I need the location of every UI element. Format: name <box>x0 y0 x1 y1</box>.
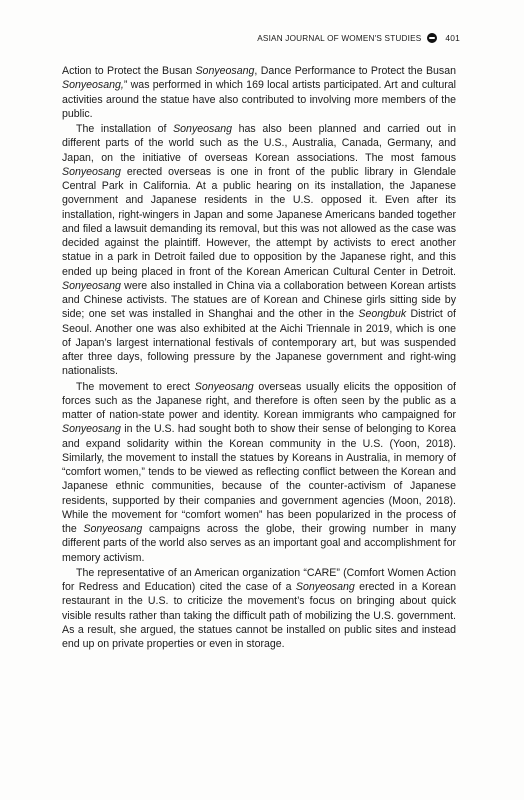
text-run: Action to Protect the Busan <box>62 65 196 77</box>
text-run: in the U.S. had sought both to show their sense of belonging to Korea and expand solidarity within the Korean community in the U.S. (Yoon, 2018). Similarly, the movement to install the statues by Koreans in Australia, in memory of “comfort women,” tends to be viewed as reflecting conflict between the Korean and Japanese ethnic communities, because of the counter-activism of Japanese residents, supported by their companies and government agencies (Moon, 2018). While the movement for “comfort women” has been popularized in the process of the <box>62 423 456 535</box>
italic-term: Sonyeosang <box>173 123 232 135</box>
text-run: District of Seoul. Another one was also exhibited at the Aichi Triennale in 2019, which is one of Japan’s largest international festivals of contemporary art, but was suspended after three days, following pressure by the Japanese government and right-wing nationalists. <box>62 308 457 378</box>
text-run: erected in a Korean restaurant in the U.S. to criticize the movement’s focus on bringing about quick visible results rather than taking the difficult path of mobilizing the U.S. government. As a result, she argued, the statues cannot be installed on public sites and instead end up on private properties or even in storage. <box>62 581 456 650</box>
paragraph-3 <box>62 380 456 565</box>
italic-term: Sonyeosang <box>83 523 143 535</box>
italic-term: Sonyeosang <box>62 165 121 178</box>
paragraph-4 <box>62 566 456 652</box>
text-run: erected overseas is one in front of the public library in Glendale Central Park in California. At a public hearing on its installation, the Japanese government and Japanese residents in the U.S. opposed it. Even after its installation, right-wingers in Japan and some Japanese Americans banded together and filed a lawsuit demanding its removal, but this was not allowed as the case was decided against the plaintiff. However, the attempt by activists to erect another statue in a park in Detroit failed due to opposition by the Japanese right, and this ended up being placed in front of the Korean American Cultural Center in Detroit. <box>62 165 456 278</box>
italic-term: Sonyeosang, <box>62 79 124 92</box>
publisher-logo-icon <box>427 33 437 43</box>
page-number: 401 <box>445 33 460 43</box>
paragraph-2 <box>62 122 456 379</box>
article-body <box>62 64 456 651</box>
italic-term: Sonyeosang <box>295 581 355 593</box>
paragraph-1 <box>62 64 456 121</box>
running-header <box>257 33 460 43</box>
journal-title: ASIAN JOURNAL OF WOMEN'S STUDIES <box>257 33 422 43</box>
italic-term: Sonyeosang <box>195 65 255 77</box>
text-run: The installation of <box>76 123 174 135</box>
text-run: has also been planned and carried out in different parts of the world such as the U.S., Australia, Canada, Germany, and Japan, on the initiative of overseas Korean associations. The most famous <box>62 123 456 164</box>
italic-term: Sonyeosang <box>62 279 121 292</box>
text-run: The representative of an American organization “CARE” (Comfort Women Action for Redress and Education) cited the case of a <box>62 566 456 593</box>
italic-term: Seongbuk <box>358 308 407 321</box>
text-run: were also installed in China via a collaboration between Korean artists and Chinese activists. The statues are of Korean and Chinese girls sitting side by side; one set was installed in Shanghai and the other in the <box>62 279 456 321</box>
text-run: campaigns across the globe, their growing number in many different parts of the world also serves as an important goal and accomplishment for memory activism. <box>62 523 456 564</box>
text-run: overseas usually elicits the opposition of forces such as the Japanese right, and therefore is often seen by the public as a matter of nation-state power and identity. Korean immigrants who campaigned for <box>62 380 456 421</box>
text-run: The movement to erect <box>76 380 195 393</box>
italic-term: Sonyeosang <box>62 423 121 436</box>
italic-term: Sonyeosang <box>194 380 254 393</box>
text-run: , Dance Performance to Protect the Busan <box>254 65 457 77</box>
text-run: ” was performed in which 169 local artists participated. Art and cultural activities around the statue have also contributed to involving more members of the public. <box>62 79 456 120</box>
